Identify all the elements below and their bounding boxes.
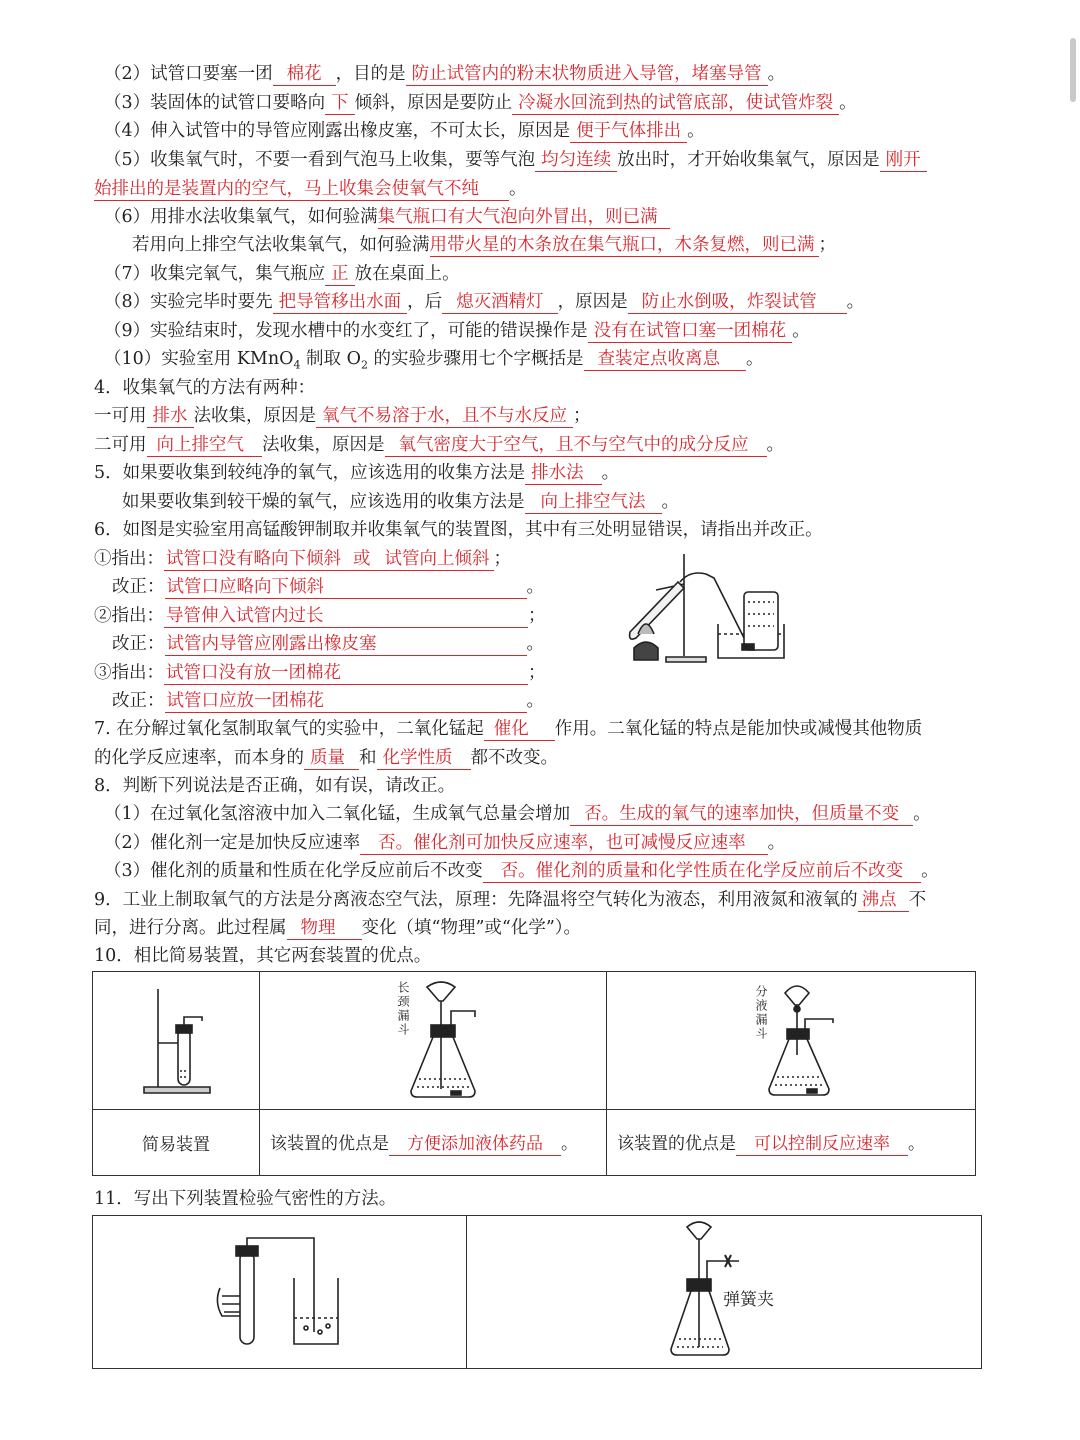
q7-line1: 7. 在分解过氧化氢制取氧气的实验中，二氧化锰起 催化 作用。二氧化锰的特点是能加快或减慢其他物质: [94, 719, 923, 739]
q6-row2: 改正： 试管口应略向下倾斜 。: [112, 577, 544, 597]
q3-item8: （8）实验完毕时要先 把导管移出水面 ，后 熄灭酒精灯 ，原因是 防止水倒吸，炸裂试管 。: [104, 292, 865, 312]
q9-line1: 9．工业上制取氧气的方法是分离液态空气法，原理：先降温将空气转化为液态，利用液氮和液氧的 沸点 不: [94, 890, 927, 910]
q6-row4: 改正： 试管内导管应刚露出橡皮塞 。: [112, 634, 544, 654]
answer: 或: [343, 548, 381, 571]
q7-line2: 的化学反应速率，而本身的 质量 和 化学性质 都不改变。: [94, 748, 558, 768]
answer: 否。催化剂的质量和化学性质在化学反应前后不改变: [483, 860, 922, 883]
funnel-label: 长颈漏斗: [396, 980, 410, 1037]
answer: 沸点: [858, 889, 909, 912]
sep-funnel-label: 分液漏斗: [754, 984, 768, 1041]
separatory-funnel-figure: [763, 979, 843, 1105]
q4-line2: 二可用 向上排空气 法收集，原因是 氧气密度大于空气，且不与空气中的成分反应 。: [94, 435, 784, 455]
q10-title: 10．相比简易装置，其它两套装置的优点。: [94, 946, 432, 966]
answer: 棉花: [273, 63, 336, 86]
q9-line2: 同，进行分离。此过程属 物理 变化（填“物理”或“化学”）。: [94, 918, 582, 938]
test-tube-beaker-figure: [210, 1232, 350, 1352]
answer: 试管口没有略向下倾斜: [166, 549, 341, 569]
simple-apparatus-figure: [136, 981, 216, 1101]
simple-apparatus-cell: [93, 972, 260, 1110]
q8-line2: （2）催化剂一定是加快反应速率 否。催化剂可加快反应速率，也可减慢反应速率 。: [104, 833, 786, 853]
q6-row5: ③指出： 试管口没有放一团棉花 ；: [94, 663, 546, 683]
kmno4-apparatus-figure: [626, 544, 786, 666]
answer: 可以控制反应速率: [736, 1133, 908, 1156]
q8-line1: （1）在过氧化氢溶液中加入二氧化锰，生成氧气总量会增加 否。生成的氧气的速率加快，但质量不变 。: [104, 804, 931, 824]
answer: 便于气体排出: [570, 120, 687, 143]
q8-title: 8．判断下列说法是否正确，如有误，请改正。: [94, 776, 456, 796]
separatory-funnel-cell: [607, 972, 976, 1110]
q11-table: [92, 1215, 982, 1369]
clamp-label: 弹簧夹: [723, 1290, 775, 1310]
answer: 均匀连续: [535, 149, 617, 172]
q3-item6-line1: （6）用排水法收集氧气，如何验满集气瓶口有大气泡向外冒出，则已满: [104, 205, 670, 229]
answer: 没有在试管口塞一团棉花: [588, 320, 793, 343]
q3-item5-line2: 始排出的是装置内的空气，马上收集会使氧气不纯 。: [94, 179, 527, 199]
answer: 物理: [287, 917, 362, 940]
q3-item10: （10）实验室用 KMnO$_4$ 制取 $O_2$ 的实验步骤用七个字概括是 查装定点收离息 。: [104, 349, 764, 372]
answer: 化学性质: [377, 747, 471, 770]
long-neck-funnel-cell: [260, 972, 607, 1110]
q4-title: 4．收集氧气的方法有两种：: [94, 378, 316, 398]
answer: 催化: [484, 718, 555, 741]
answer: 用带火星的木条放在集气瓶口，木条复燃，则已满: [430, 234, 819, 257]
answer: 试管口应略向下倾斜: [165, 576, 527, 599]
answer: 质量: [304, 747, 359, 770]
q3-item9: （9）实验结束时，发现水槽中的水变红了，可能的错误操作是 没有在试管口塞一团棉花 。: [104, 321, 810, 341]
answer: 防止试管内的粉末状物质进入导管，堵塞导管: [406, 63, 768, 86]
test-tube-airtight-cell: [93, 1216, 467, 1369]
q5-line2: 如果要收集到较干燥的氧气，应该选用的收集方法是 向上排空气法 。: [122, 492, 679, 512]
q3-item5-line1: （5）收集氧气时，不要一看到气泡马上收集，要等气泡 均匀连续 放出时，才开始收集氧气，原因是 刚开: [104, 148, 927, 172]
q6-row3: ②指出： 导管伸入试管内过长 ；: [94, 606, 546, 626]
answer: 试管向上倾斜: [381, 548, 494, 571]
answer: 氧气密度大于空气，且不与空气中的成分反应: [385, 434, 767, 457]
answer: 刚开: [880, 149, 927, 172]
answer: 氧气不易溶于水，且不与水反应: [316, 405, 573, 428]
answer: 下: [325, 92, 355, 115]
answer: 否。生成的氧气的速率加快，但质量不变: [570, 803, 913, 826]
answer: 集气瓶口有大气泡向外冒出，则已满: [378, 206, 670, 229]
scrollbar-thumb[interactable]: [1070, 38, 1076, 102]
answer: 向上排空气: [147, 434, 263, 457]
answer: 冷凝水回流到热的试管底部，使试管炸裂: [512, 92, 839, 115]
funnel-advantage: 该装置的优点是 方便添加液体药品 。: [260, 1110, 607, 1176]
answer: 试管口应放一团棉花: [165, 690, 527, 713]
q3-item3: （3）装固体的试管口要略向 下 倾斜，原因是要防止 冷凝水回流到热的试管底部，使试管炸裂 。: [104, 93, 857, 113]
q3-item7: （7）收集完氧气，集气瓶应 正 放在桌面上。: [104, 264, 460, 284]
answer: 始排出的是装置内的空气，马上收集会使氧气不纯: [94, 178, 509, 201]
simple-apparatus-label: 简易装置: [93, 1110, 260, 1176]
q3-item2: （2）试管口要塞一团 棉花 ，目的是 防止试管内的粉末状物质进入导管，堵塞导管 。: [104, 64, 786, 84]
answer: 熄灭酒精灯: [442, 291, 558, 314]
answer: 排水法: [525, 462, 602, 485]
q5-line1: 5．如果要收集到较纯净的氧气，应该选用的收集方法是 排水法 。: [94, 463, 620, 483]
q11-title: 11．写出下列装置检验气密性的方法。: [94, 1189, 397, 1209]
answer: 防止水倒吸，炸裂试管: [628, 291, 847, 314]
answer: 方便添加液体药品: [389, 1133, 561, 1156]
answer: 向上排空气法: [525, 491, 662, 514]
answer: 导管伸入试管内过长: [164, 605, 528, 628]
q6-row1: ①指出： 试管口没有略向下倾斜 或 试管向上倾斜 ；: [94, 549, 511, 569]
q6-row6: 改正： 试管口应放一团棉花 。: [112, 691, 544, 711]
q4-line1: 一可用 排水 法收集，原因是 氧气不易溶于水，且不与水反应 ；: [94, 406, 591, 426]
answer: 试管内导管应刚露出橡皮塞: [165, 633, 527, 656]
q6-title: 6．如图是实验室用高锰酸钾制取并收集氧气的装置图，其中有三处明显错误，请指出并改正。: [94, 520, 823, 540]
answer: 查装定点收离息: [584, 348, 747, 371]
q3-item4: （4）伸入试管中的导管应刚露出橡皮塞，不可太长，原因是 便于气体排出 。: [104, 121, 705, 141]
answer: 正: [325, 263, 355, 286]
q3-item6-line2: 若用向上排空气法收集氧气，如何验满用带火星的木条放在集气瓶口，木条复燃，则已满 ；: [132, 235, 836, 255]
flask-airtight-cell: [467, 1216, 982, 1369]
long-neck-funnel-figure: [405, 979, 485, 1105]
answer: 试管口没有放一团棉花: [164, 662, 528, 685]
q10-table: [92, 971, 976, 1176]
q8-line3: （3）催化剂的质量和性质在化学反应前后不改变 否。催化剂的质量和化学性质在化学反应前后不改变 。: [104, 861, 939, 881]
answer: 把导管移出水面: [273, 291, 408, 314]
sep-funnel-advantage: 该装置的优点是 可以控制反应速率 。: [607, 1110, 976, 1176]
answer: 否。催化剂可加快反应速率，也可减慢反应速率: [360, 832, 768, 855]
answer: 排水: [147, 405, 194, 428]
